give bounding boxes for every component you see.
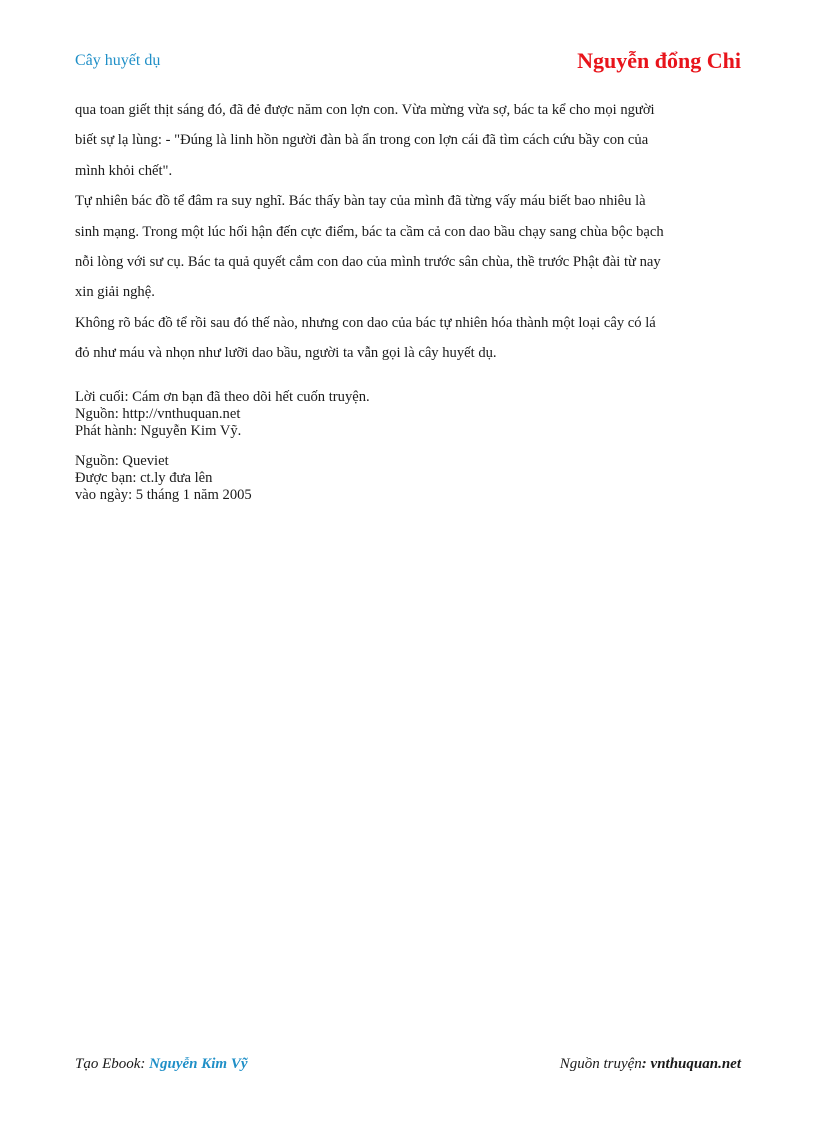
footer-ebook-creator: Nguyễn Kim Vỹ [149, 1056, 248, 1072]
footer-ebook-separator: : [140, 1056, 150, 1072]
header-book-title: Cây huyết dụ [75, 52, 161, 69]
body-line: biết sự lạ lùng: - "Đúng là linh hồn người đàn bà ẩn trong con lợn cái đã tìm cách cứu bầy con của [75, 132, 649, 149]
credits-block-publication [75, 389, 370, 440]
upload-date-line: vào ngày: 5 tháng 1 năm 2005 [75, 487, 252, 503]
footer-ebook-label: Tạo Ebook [75, 1056, 141, 1072]
body-line: Không rõ bác đồ tể rồi sau đó thế nào, nhưng con dao của bác tự nhiên hóa thành một loại cây có lá [75, 314, 656, 331]
body-line: nỗi lòng với sư cụ. Bác ta quả quyết cắm con dao của mình trước sân chùa, thề trước Phật đài từ nay [75, 254, 661, 271]
closing-note: Lời cuối: Cám ơn bạn đã theo dõi hết cuốn truyện. [75, 389, 370, 405]
header-author-name: Nguyễn đổng Chi [577, 48, 741, 73]
body-line: sinh mạng. Trong một lúc hối hận đến cực điểm, bác ta cầm cả con dao bầu chạy sang chùa bộc bạch [75, 223, 664, 240]
source-url-line: Nguồn: http://vnthuquan.net [75, 406, 241, 422]
body-line: Tự nhiên bác đồ tể đâm ra suy nghĩ. Bác thấy bàn tay của mình đã từng vấy máu biết bao nhiêu là [75, 193, 646, 210]
body-line: xin giải nghệ. [75, 284, 155, 301]
body-line: đỏ như máu và nhọn như lưỡi dao bầu, người ta vẫn gọi là cây huyết dụ. [75, 345, 497, 362]
footer-ebook-credit [75, 1056, 248, 1073]
uploader-line: Được bạn: ct.ly đưa lên [75, 470, 213, 486]
footer-source-site[interactable]: vnthuquan.net [650, 1056, 741, 1072]
footer-source-label: Nguồn truyện [559, 1056, 642, 1072]
publisher-line: Phát hành: Nguyễn Kim Vỹ. [75, 423, 242, 439]
body-line: mình khỏi chết". [75, 162, 173, 179]
body-line: qua toan giết thịt sáng đó, đã đẻ được năm con lợn con. Vừa mừng vừa sợ, bác ta kể cho mọi người [75, 102, 655, 118]
credits-block-upload [75, 453, 370, 504]
credits-section [75, 389, 370, 517]
story-body [75, 95, 743, 369]
source-name-line: Nguồn: Queviet [75, 453, 169, 469]
footer-source-separator: : [641, 1056, 651, 1072]
footer-source-credit [560, 1056, 741, 1073]
